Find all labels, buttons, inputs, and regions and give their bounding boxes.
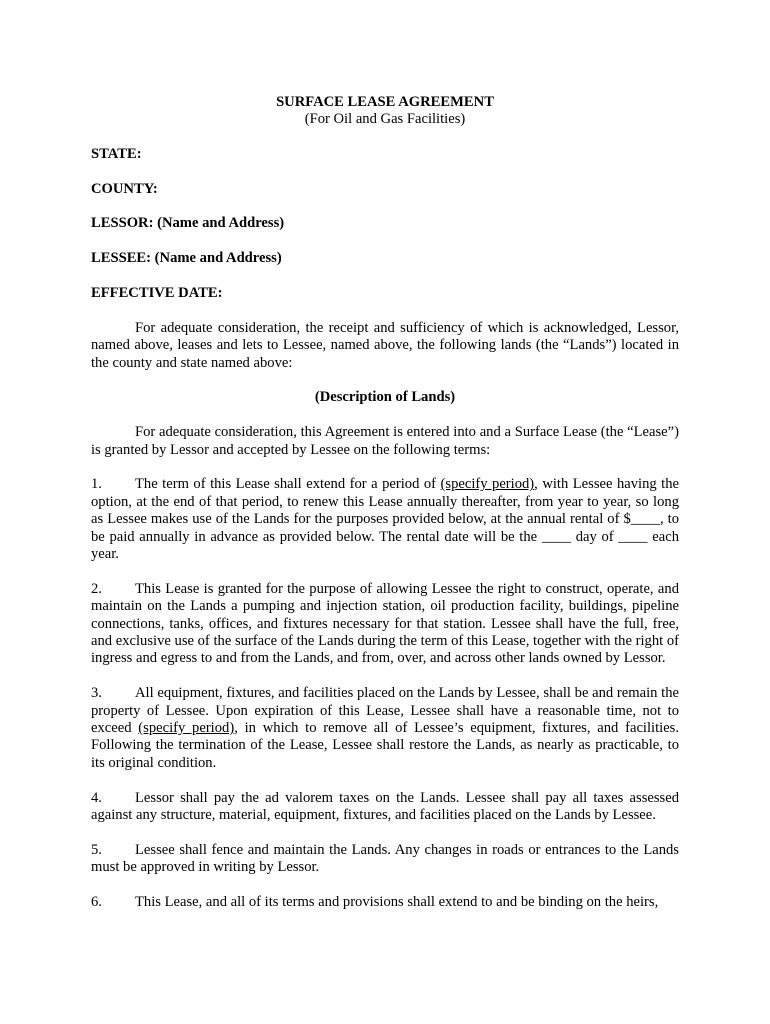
document-page xyxy=(91,94,679,929)
clause-5 xyxy=(91,842,679,877)
clause-3 xyxy=(91,685,679,772)
clause-text: , in which to remove all of Lessee’s equipment, fixtures, and facilities. Following the termination of the Lease, Lessee shall restore the Lands, as nearly as practicable, to its original condition. xyxy=(91,720,680,771)
clause-number: 6. xyxy=(91,894,102,911)
intro-paragraph: For adequate consideration, the receipt and sufficiency of which is acknowledged, Lessor, named above, leases and lets to Lessee, named above, the following lands (the “Lands”) located in the county and state named above: xyxy=(91,319,679,371)
clause-number: 3. xyxy=(91,685,102,702)
lessee-field: LESSEE: (Name and Address) xyxy=(91,250,282,267)
state-field: STATE: xyxy=(91,145,142,162)
clause-text: This Lease is granted for the purpose of allowing Lessee the right to construct, operate, and maintain on the Lands a pumping and injection station, oil production facility, buildings, pipeline connections, tanks, offices, and fixtures necessary for that station. Lessee shall have the full, free, and exclusive use of the surface of the Lands during the term of this Lease, together with the right of ingress and egress to and from the Lands, and from, over, and across other lands owned by Lessor. xyxy=(91,580,679,667)
grant-paragraph: For adequate consideration, this Agreement is entered into and a Surface Lease (the “Lease”) is granted by Lessor and accepted by Lessee on the following terms: xyxy=(91,424,679,458)
specify-period-blank: (specify period) xyxy=(440,476,535,493)
clause-text: This Lease, and all of its terms and provisions shall extend to and be binding on the heirs, xyxy=(135,894,659,911)
clause-number: 4. xyxy=(91,789,102,806)
clause-text: , with Lessee having the option, at the end of that period, to renew this Lease annually thereafter, from year to year, so long as Lessee makes use of the Lands for the purposes provided below, at the annual rental of $____, to be paid annually in advance as provided below. The rental date will be the ____ day of ____ each year. xyxy=(91,476,679,563)
county-field: COUNTY: xyxy=(91,180,158,197)
clause-6 xyxy=(91,894,679,911)
clause-number: 2. xyxy=(91,580,102,597)
lessor-field: LESSOR: (Name and Address) xyxy=(91,215,285,232)
description-heading: (Description of Lands) xyxy=(314,389,456,406)
clause-text: All equipment, fixtures, and facilities placed on the Lands by Lessee, shall be and remain the property of Lessee. Upon expiration of this Lease, Lessee shall have a reasonable time, not to exceed xyxy=(91,685,679,737)
clause-1 xyxy=(91,476,679,563)
clause-2 xyxy=(91,581,679,668)
clause-number: 1. xyxy=(91,476,102,493)
clause-text: The term of this Lease shall extend for a period of xyxy=(135,476,441,493)
document-subtitle: (For Oil and Gas Facilities) xyxy=(304,111,466,128)
effective-date-field: EFFECTIVE DATE: xyxy=(91,285,223,301)
clause-text: Lessor shall pay the ad valorem taxes on the Lands. Lessee shall pay all taxes assessed against any structure, material, equipment, fixtures, and facilities placed on the Lands by Lessee. xyxy=(91,789,679,824)
clause-4 xyxy=(91,790,679,825)
title-block xyxy=(91,94,679,129)
clause-text: Lessee shall fence and maintain the Lands. Any changes in roads or entrances to the Lands must be approved in writing by Lessor. xyxy=(91,841,679,876)
document-title: SURFACE LEASE AGREEMENT xyxy=(276,94,494,110)
clause-number: 5. xyxy=(91,841,102,858)
specify-period-blank: (specify period) xyxy=(138,720,235,737)
